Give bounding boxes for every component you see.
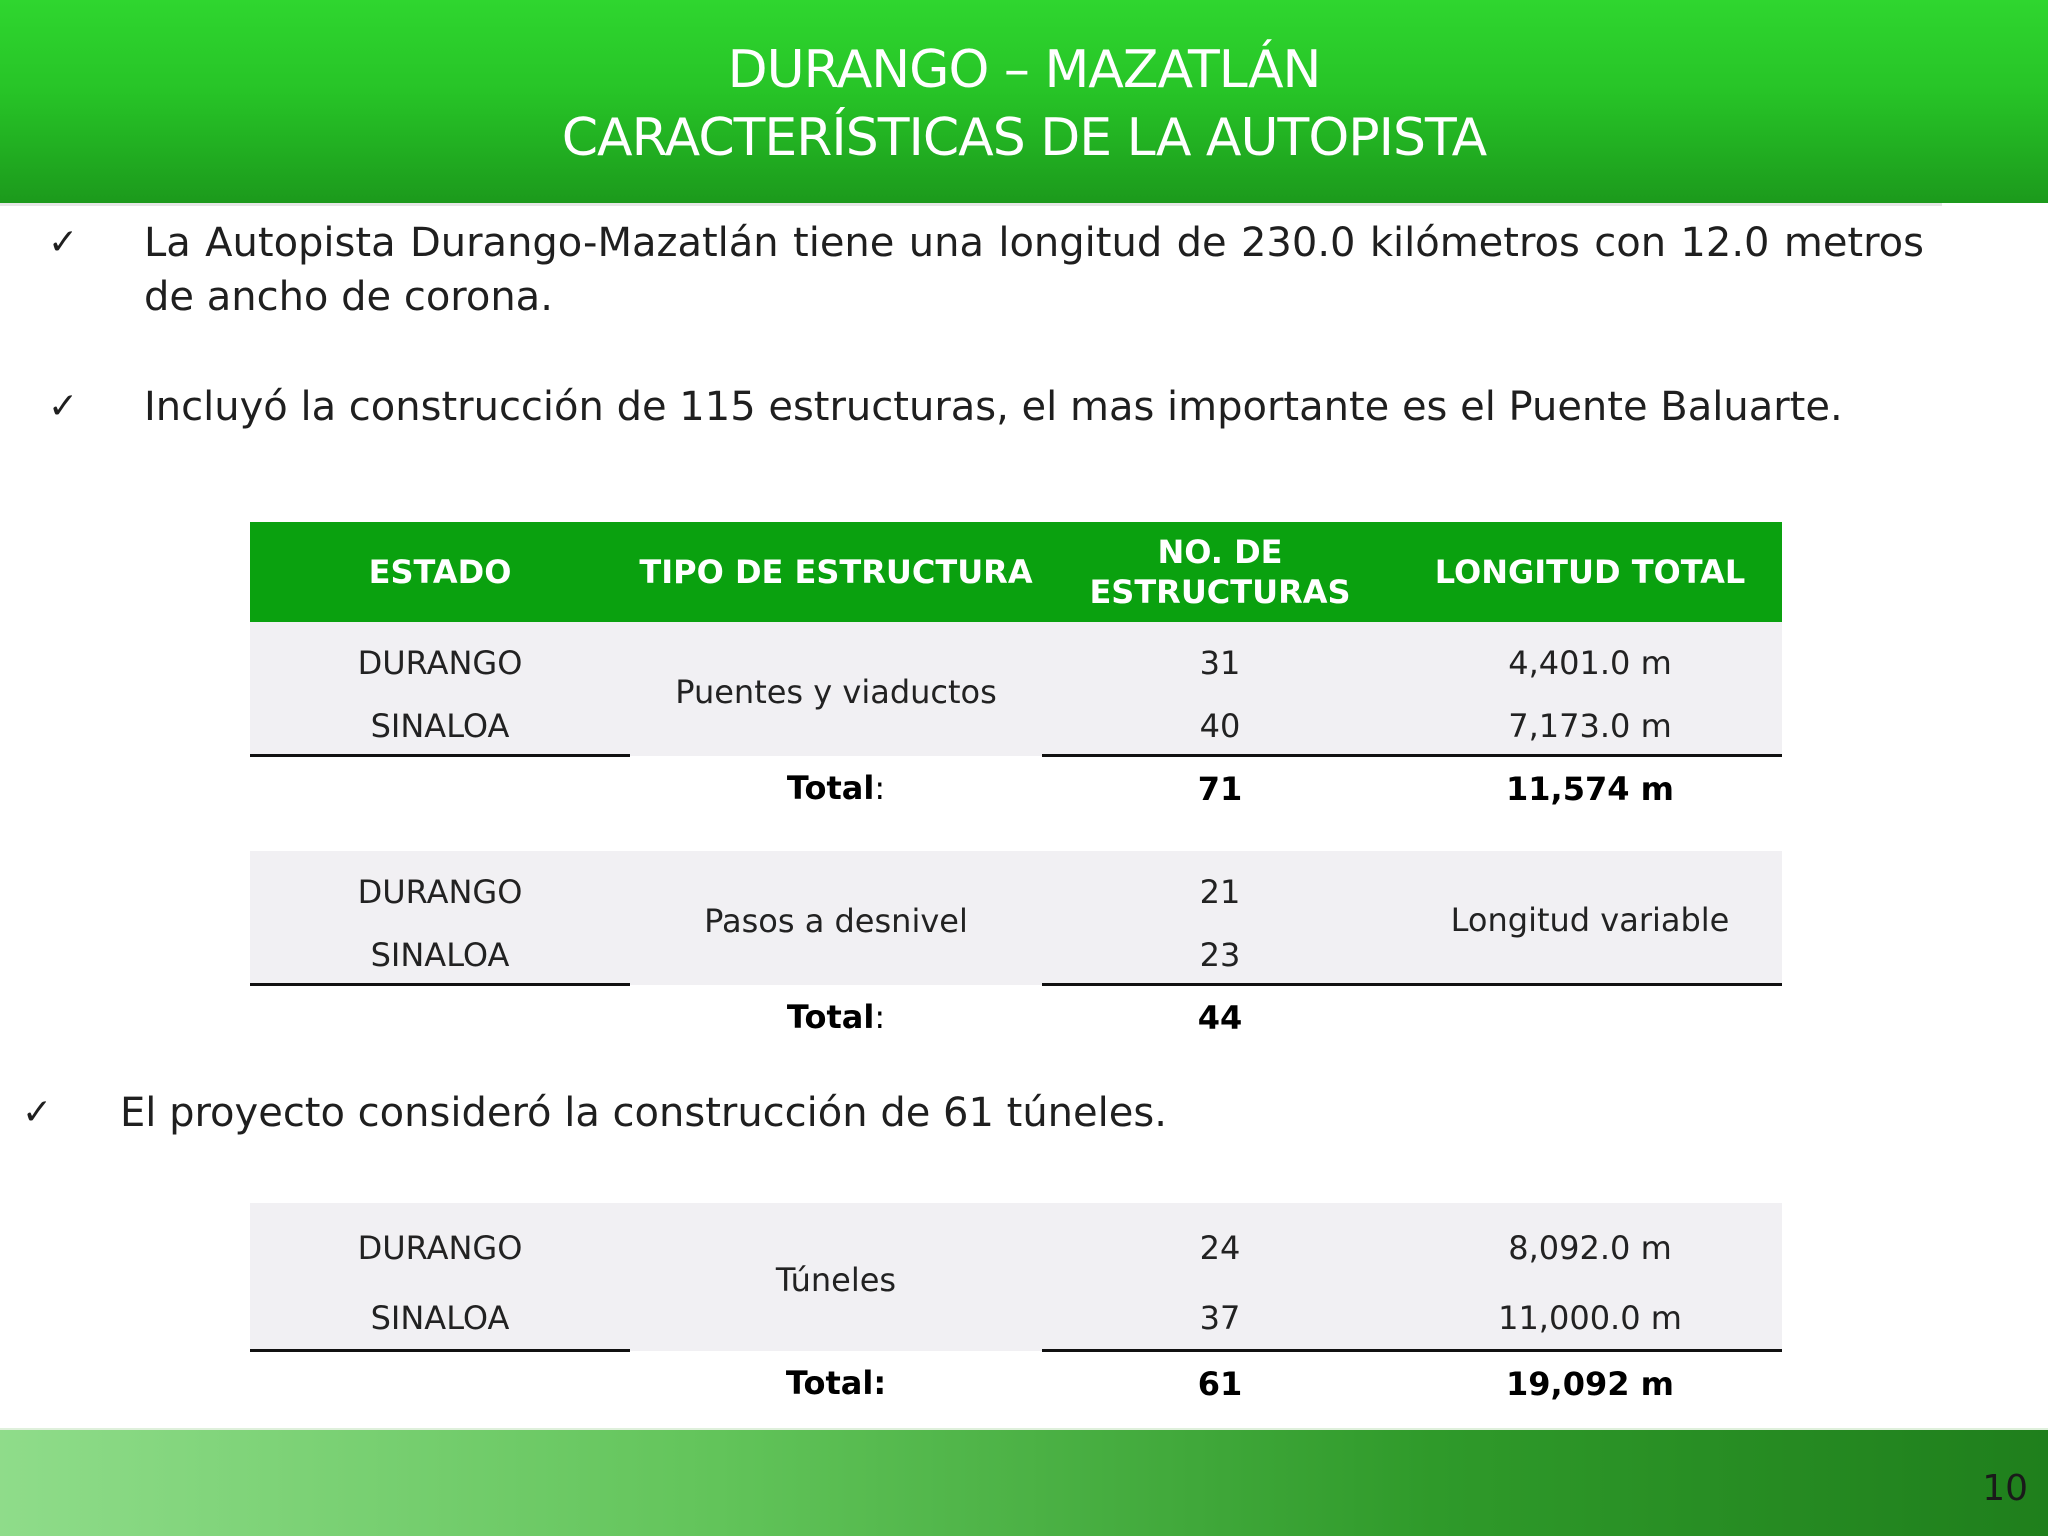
- table-header-row: [250, 522, 1782, 622]
- total-row: [250, 985, 1782, 1051]
- total-label: Total:: [785, 1364, 887, 1403]
- table-row: [250, 851, 1782, 927]
- length-cell: 4,401.0 m: [1398, 622, 1782, 698]
- estado-cell: DURANGO: [250, 1203, 630, 1287]
- total-row: [250, 1351, 1782, 1417]
- slide-title-line-1: DURANGO – MAZATLÁN: [727, 40, 1321, 100]
- table-row: [250, 622, 1782, 698]
- tipo-cell: Puentes y viaductos: [630, 622, 1042, 756]
- tunnels-table: [250, 1203, 1782, 1416]
- length-cell: 7,173.0 m: [1398, 698, 1782, 756]
- bullet-text: La Autopista Durango-Mazatlán tiene una longitud de 230.0 kilómetros con 12.0 metros de ancho de corona.: [144, 220, 1924, 320]
- estado-cell: DURANGO: [250, 851, 630, 927]
- tipo-cell: Túneles: [630, 1203, 1042, 1351]
- bullet-text: Incluyó la construcción de 115 estructuras, el mas importante es el Puente Baluarte.: [144, 384, 1843, 430]
- total-label: Total:: [786, 998, 886, 1037]
- length-cell: 8,092.0 m: [1398, 1203, 1782, 1287]
- bullet-length: [48, 216, 1924, 326]
- footer-divider: [0, 1428, 2048, 1430]
- header-estado: ESTADO: [250, 522, 630, 622]
- slide-title-line-2: CARACTERÍSTICAS DE LA AUTOPISTA: [561, 108, 1487, 168]
- estado-cell: DURANGO: [250, 622, 630, 698]
- total-label: Total:: [786, 769, 886, 808]
- header-tipo-estructura: TIPO DE ESTRUCTURA: [630, 522, 1042, 622]
- bridges-table: [250, 522, 1782, 821]
- estado-cell: SINALOA: [250, 927, 630, 985]
- header-divider: [0, 203, 1942, 206]
- bullet-tunnels: [22, 1086, 1422, 1142]
- header-no-estructuras: NO. DE ESTRUCTURAS: [1042, 522, 1398, 622]
- estado-cell: SINALOA: [250, 698, 630, 756]
- bullet-text: El proyecto consideró la construcción de 61 túneles.: [120, 1090, 1167, 1136]
- total-length: 19,092 m: [1506, 1365, 1674, 1403]
- header-longitud-total: LONGITUD TOTAL: [1398, 522, 1782, 622]
- slide-header: [0, 0, 2048, 203]
- page-number: 10: [1982, 1468, 2028, 1509]
- total-count: 44: [1197, 999, 1243, 1037]
- total-count: 71: [1197, 770, 1243, 808]
- count-cell: 21: [1042, 851, 1398, 927]
- checkmark-icon: ✓: [22, 1092, 53, 1133]
- checkmark-icon: ✓: [48, 222, 79, 263]
- slide-footer: [0, 1428, 2048, 1536]
- count-cell: 31: [1042, 622, 1398, 698]
- count-cell: 23: [1042, 927, 1398, 985]
- estado-cell: SINALOA: [250, 1287, 630, 1351]
- overpasses-table: [250, 851, 1782, 1050]
- count-cell: 40: [1042, 698, 1398, 756]
- tipo-cell: Pasos a desnivel: [630, 851, 1042, 985]
- checkmark-icon: ✓: [48, 386, 79, 427]
- length-cell: 11,000.0 m: [1398, 1287, 1782, 1351]
- total-count: 61: [1197, 1365, 1243, 1403]
- bullet-structures: [48, 380, 1924, 490]
- total-length: 11,574 m: [1506, 770, 1674, 808]
- count-cell: 24: [1042, 1203, 1398, 1287]
- count-cell: 37: [1042, 1287, 1398, 1351]
- total-row: [250, 756, 1782, 822]
- length-cell: Longitud variable: [1398, 851, 1782, 985]
- table-row: [250, 1203, 1782, 1287]
